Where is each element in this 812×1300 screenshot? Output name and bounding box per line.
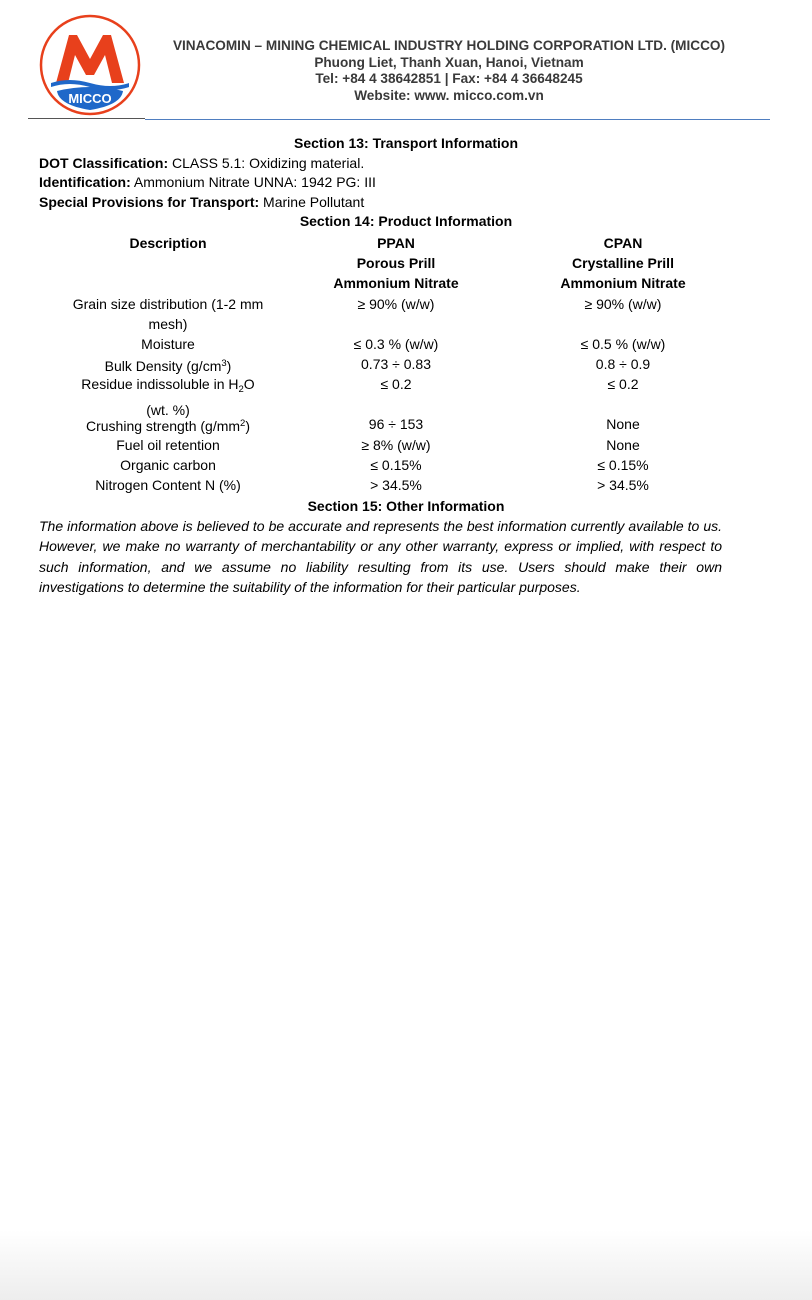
table-row-desc: Fuel oil retention: [116, 437, 220, 453]
cpan-value: ≤ 0.15%: [597, 457, 649, 473]
desc-text: ): [245, 418, 251, 434]
ppan-value: ≤ 0.3 % (w/w): [353, 336, 439, 352]
header-divider-left: [28, 118, 145, 119]
cpan-value: ≥ 90% (w/w): [584, 296, 662, 312]
desc-subscript: 2: [238, 384, 244, 395]
header-cpan: [523, 233, 723, 293]
table-row-desc: Organic carbon: [120, 457, 216, 473]
desc-superscript: 3: [221, 358, 227, 369]
special-provisions: [39, 194, 364, 210]
desc-text: Crushing strength (g/mm: [85, 418, 241, 434]
ppan-value: ≤ 0.2: [380, 376, 412, 392]
header-ppan-line: PPAN: [377, 235, 415, 251]
desc-line: Grain size distribution (1-2 mm: [72, 296, 264, 312]
sp-label: Special Provisions for Transport:: [39, 194, 260, 210]
company-name: VINACOMIN – MINING CHEMICAL INDUSTRY HOLDING CORPORATION LTD. (MICCO): [172, 38, 726, 53]
section13-title: Section 13: Transport Information: [293, 135, 519, 151]
ppan-value: 0.73 ÷ 0.83: [361, 356, 431, 372]
desc-text: Bulk Density (g/cm: [104, 358, 222, 374]
desc-line: (wt. %): [146, 402, 190, 418]
cpan-value: None: [606, 416, 640, 432]
ppan-value: 96 ÷ 153: [368, 416, 424, 432]
table-row-desc: Nitrogen Content N (%): [95, 477, 241, 493]
ppan-value: ≥ 8% (w/w): [361, 437, 431, 453]
dot-classification: [39, 155, 364, 171]
header-ppan-line: Ammonium Nitrate: [333, 275, 459, 291]
header-ppan: [296, 233, 496, 293]
section14-title: Section 14: Product Information: [299, 213, 513, 229]
id-label: Identification:: [39, 174, 131, 190]
desc-text: Residue indissoluble in H: [81, 376, 239, 392]
desc-line: mesh): [148, 316, 188, 332]
header-description: Description: [129, 235, 207, 251]
dot-value: CLASS 5.1: Oxidizing material.: [168, 155, 365, 171]
section15-title: Section 15: Other Information: [307, 498, 505, 514]
header-ppan-line: Porous Prill: [356, 255, 436, 271]
company-address: Phuong Liet, Thanh Xuan, Hanoi, Vietnam: [314, 54, 584, 70]
desc-superscript: 2: [240, 418, 246, 429]
dot-label: DOT Classification:: [39, 155, 169, 171]
micco-logo-icon: [39, 13, 141, 117]
cpan-value: > 34.5%: [597, 477, 649, 493]
disclaimer-text: The information above is believed to be accurate and represents the best information currently available to us. However, we make no warranty of merchantability or any other warranty, express or implied, with respect to such information, and we assume no liability resulting from its use. Users should make their own investigations to determine the suitability of the information for their particular purposes.: [39, 518, 722, 595]
table-row-desc: [39, 294, 297, 334]
ppan-value: ≥ 90% (w/w): [357, 296, 435, 312]
cpan-value: 0.8 ÷ 0.9: [595, 356, 651, 372]
company-website: Website: www. micco.com.vn: [354, 88, 544, 104]
header-cpan-line: Crystalline Prill: [572, 255, 674, 271]
ppan-value: > 34.5%: [370, 477, 422, 493]
cpan-value: ≤ 0.2: [607, 376, 639, 392]
company-contact: Tel: +84 4 38642851 | Fax: +84 4 36648245: [315, 71, 583, 87]
sp-value: Marine Pollutant: [259, 194, 365, 210]
logo-text: MICCO: [68, 91, 112, 106]
desc-text: O: [243, 376, 255, 392]
cpan-value: ≤ 0.5 % (w/w): [580, 336, 666, 352]
company-header: [140, 38, 758, 105]
header-cpan-line: CPAN: [603, 235, 643, 251]
header-divider: [145, 119, 770, 120]
table-row-desc: [39, 354, 297, 376]
cpan-value: None: [606, 437, 640, 453]
ppan-value: ≤ 0.15%: [370, 457, 422, 473]
id-value: Ammonium Nitrate UNNA: 1942 PG: III: [130, 174, 376, 190]
table-row-desc: [39, 414, 297, 436]
page-bottom-shade: [0, 1230, 812, 1300]
identification: [39, 174, 376, 190]
header-cpan-line: Ammonium Nitrate: [560, 275, 686, 291]
desc-text: ): [226, 358, 232, 374]
table-row-desc: Moisture: [141, 336, 195, 352]
